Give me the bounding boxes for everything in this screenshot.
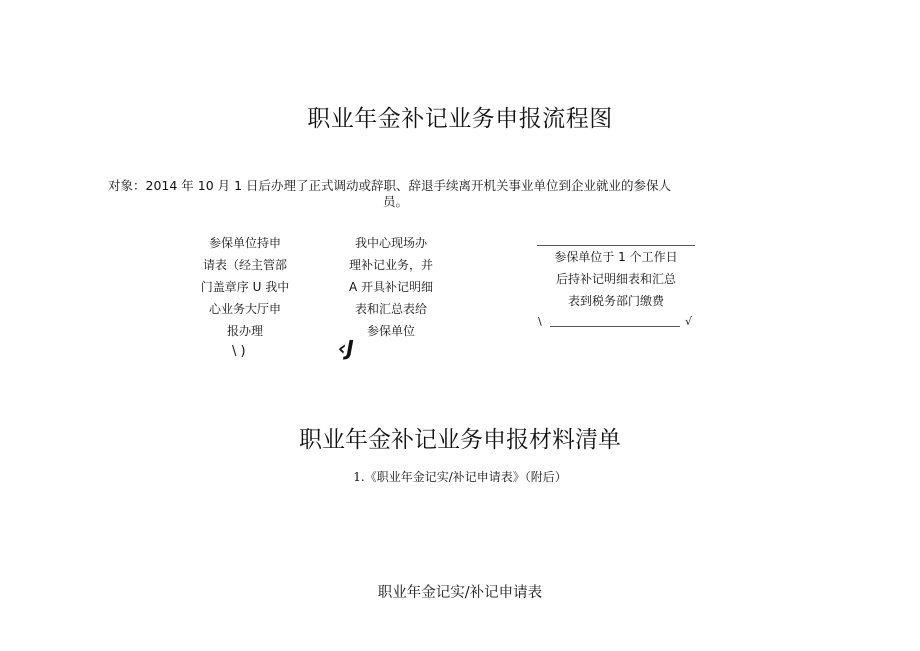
flow-step-3-mark-right: √ [685,315,693,328]
materials-item: 1.《职业年金记实/补记申请表》（附后） [353,470,567,484]
flow-step-1-line: 心业务大厅申 [208,302,281,316]
flowchart-title: 职业年金补记业务申报流程图 [307,106,613,132]
form-title: 职业年金记实/补记申请表 [377,585,543,601]
flow-step-1-mark: \ ) [232,344,246,359]
flow-step-3-mark-left: \ [538,315,542,328]
flow-step-2-line: 理补记业务，并 [348,258,433,272]
flow-step-3 [536,246,696,312]
flow-step-1-line: 请表（经主管部 [202,258,287,272]
target-description-cont: 员。 [383,194,409,209]
flow-step-1-line: 门盖章序 U 我中 [200,280,290,294]
flow-step-3-bottom-rule [550,326,680,327]
flow-step-2-line: 参保单位 [366,324,415,338]
flow-step-1 [190,232,300,342]
flow-step-1-line: 参保单位持申 [208,236,281,250]
flow-step-2-line: 表和汇总表给 [354,302,427,316]
flow-step-2-mark: ‹J [338,336,354,360]
flow-step-2-line: A 开具补记明细 [348,280,434,294]
flow-step-3-line: 后持补记明细表和汇总 [555,272,676,286]
flow-step-2-line: 我中心现场办 [354,236,427,250]
materials-title: 职业年金补记业务申报材料清单 [299,427,621,453]
flow-step-1-line: 报办理 [226,324,263,338]
target-description: 对象：2014 年 10 月 1 日后办理了正式调动或辞职、辞退手续离开机关事业单位到企业就业的参保人 [108,178,672,193]
flow-step-2 [336,232,446,342]
flow-step-3-line: 参保单位于 1 个工作日 [554,250,678,264]
flow-step-3-line: 表到税务部门缴费 [567,294,664,308]
